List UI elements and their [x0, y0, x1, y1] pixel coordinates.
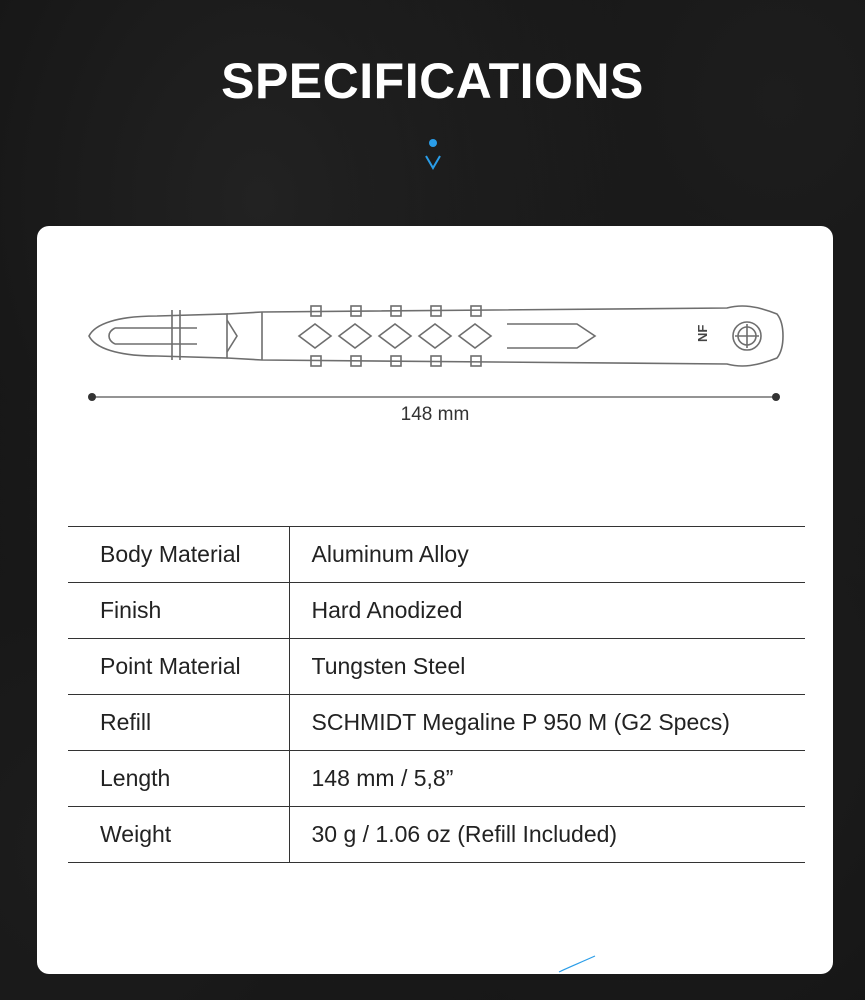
- pen-illustration: [87, 294, 787, 378]
- spec-row: [68, 527, 805, 583]
- specs-card: [37, 226, 833, 974]
- spec-row: [68, 807, 805, 863]
- spec-row: [68, 583, 805, 639]
- spec-label: Finish: [68, 583, 289, 639]
- decorative-squiggle: [557, 954, 597, 974]
- spec-label: Length: [68, 751, 289, 807]
- spec-label: Point Material: [68, 639, 289, 695]
- spec-row: [68, 695, 805, 751]
- spec-value: SCHMIDT Megaline P 950 M (G2 Specs): [289, 695, 805, 751]
- dimension-line: [87, 391, 781, 403]
- spec-value: 148 mm / 5,8”: [289, 751, 805, 807]
- specs-table: [68, 526, 805, 863]
- spec-label: Body Material: [68, 527, 289, 583]
- pen-logo: NF: [695, 324, 710, 342]
- spec-row: [68, 751, 805, 807]
- spec-label: Refill: [68, 695, 289, 751]
- scroll-down-chevron-icon: [423, 136, 443, 172]
- spec-value: 30 g / 1.06 oz (Refill Included): [289, 807, 805, 863]
- spec-label: Weight: [68, 807, 289, 863]
- spec-value: Aluminum Alloy: [289, 527, 805, 583]
- dimension-label: 148 mm: [400, 404, 470, 425]
- page-heading: SPECIFICATIONS: [221, 53, 644, 109]
- spec-row: [68, 639, 805, 695]
- spec-value: Tungsten Steel: [289, 639, 805, 695]
- spec-value: Hard Anodized: [289, 583, 805, 639]
